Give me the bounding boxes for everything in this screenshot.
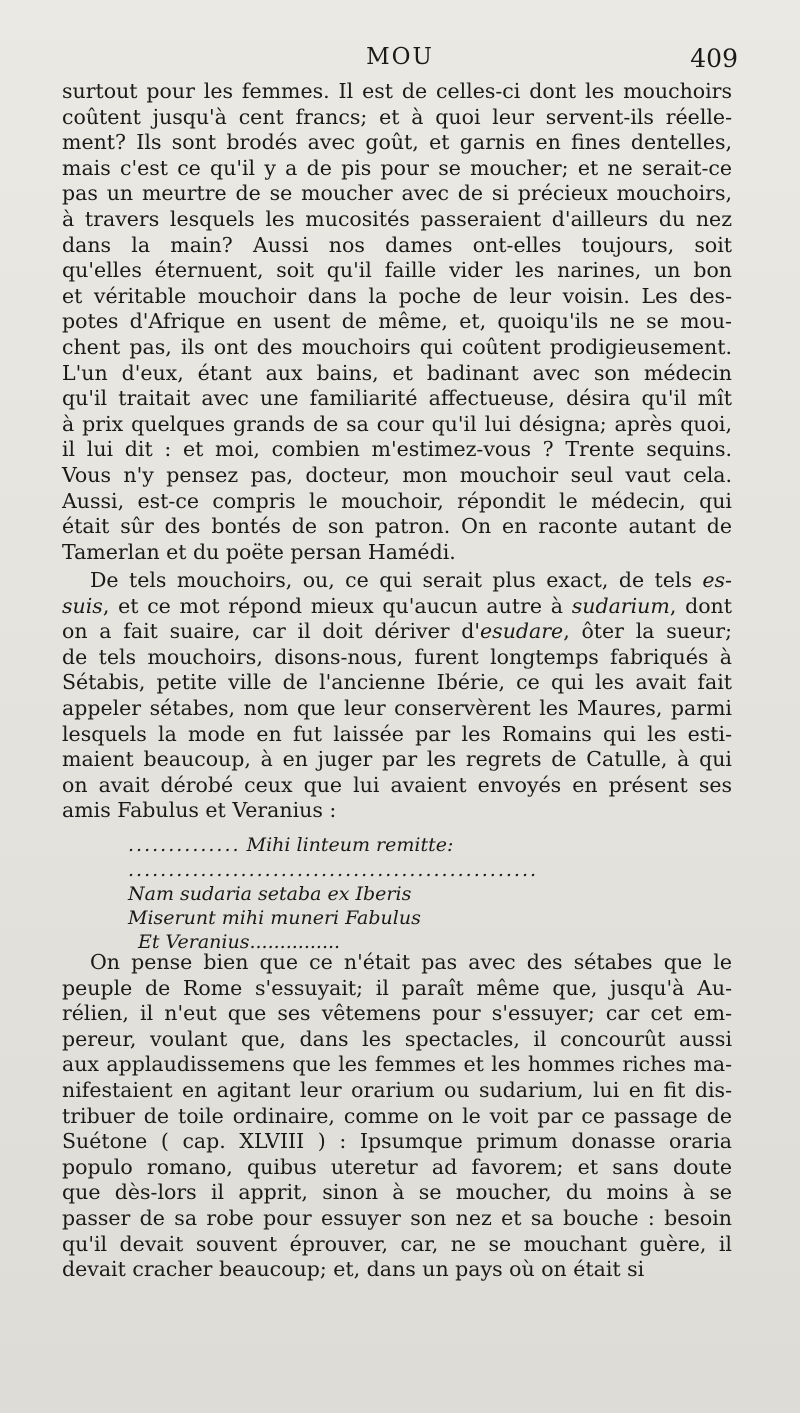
text-segment: appeler sétabes, nom que leur conservèrent les Maures, parmi <box>62 695 732 720</box>
text-line: qu'elles éternuent, soit qu'il faille vider les narines, un bon <box>62 258 732 283</box>
text-line <box>62 722 732 748</box>
text-line: rélien, il n'eut que ses vêtemens pour s'essuyer; car cet em- <box>62 1001 732 1026</box>
text-line: peuple de Rome s'essuyait; il paraît même que, jusqu'à Au- <box>62 975 732 1000</box>
text-segment: on avait dérobé ceux que lui avaient envoyés en présent ses <box>62 772 732 797</box>
text-segment: , dont <box>669 593 732 618</box>
page-header <box>0 42 800 82</box>
text-line: à prix quelques grands de sa cour qu'il lui désigna; après quoi, <box>62 411 732 436</box>
italic-term: sudarium <box>571 593 670 618</box>
page-number: 409 <box>690 44 738 73</box>
text-segment: , ôter la sueur; <box>563 619 732 644</box>
running-title: MOU <box>366 44 434 70</box>
text-line: Suétone ( cap. XLVIII ) : Ipsumque primum donasse oraria <box>62 1129 732 1154</box>
text-segment: on a fait suaire, car il doit dériver d' <box>62 619 481 644</box>
text-line: populo romano, quibus uteretur ad favorem; et sans doute <box>62 1154 732 1179</box>
text-line <box>62 747 732 773</box>
text-line: devait cracher beaucoup; et, dans un pays où on était si <box>62 1257 645 1282</box>
paragraph-1 <box>62 79 732 565</box>
text-line: était sûr des bontés de son patron. On en raconte autant de <box>62 514 732 539</box>
text-line: et véritable mouchoir dans la poche de leur voisin. Les des- <box>62 283 732 308</box>
text-line: pas un meurtre de se moucher avec de si précieux mouchoirs, <box>62 181 732 206</box>
text-line: Aussi, est-ce compris le mouchoir, répondit le médecin, qui <box>62 488 732 513</box>
text-line: chent pas, ils ont des mouchoirs qui coûtent prodigieusement. <box>62 334 732 359</box>
verse-dots: .............. <box>128 834 241 856</box>
italic-term: esudare <box>480 619 564 644</box>
text-line <box>62 568 732 594</box>
text-line <box>62 619 732 645</box>
verse-line: Mihi linteum remitte: <box>246 834 454 856</box>
text-segment: lesquels la mode en fut laissée par les Romains qui les esti- <box>62 721 732 746</box>
text-line: potes d'Afrique en usent de même, et, quoiqu'ils ne se mou- <box>62 309 732 334</box>
text-line: pereur, voulant que, dans les spectacles, il concourût aussi <box>62 1026 732 1051</box>
text-segment: Sétabis, petite ville de l'ancienne Ibérie, ce qui les avait fait <box>62 670 732 695</box>
text-line <box>62 594 732 620</box>
text-line: On pense bien que ce n'était pas avec des sétabes que le <box>90 950 732 974</box>
text-line <box>62 696 732 722</box>
verse-quote-2 <box>128 858 648 954</box>
verse-quote-1 <box>128 833 648 857</box>
text-segment: amis Fabulus et Veranius : <box>62 798 337 823</box>
text-line: qu'il devait souvent éprouver, car, ne se mouchant guère, il <box>62 1231 732 1256</box>
text-line <box>62 645 732 671</box>
text-line: tribuer de toile ordinaire, comme on le voit par ce passage de <box>62 1103 732 1128</box>
text-line: Et Veranius............... <box>138 931 341 953</box>
italic-term: suis <box>62 593 103 618</box>
text-line: mais c'est ce qu'il y a de pis pour se moucher; et ne serait-ce <box>62 155 732 180</box>
text-line <box>62 773 732 799</box>
text-segment: de tels mouchoirs, disons-nous, furent longtemps fabriqués à <box>62 644 732 669</box>
text-line: qu'il traitait avec une familiarité affectueuse, désira qu'il mît <box>62 386 732 411</box>
text-line: Tamerlan et du poëte persan Hamédi. <box>62 539 456 564</box>
text-line <box>62 670 732 696</box>
text-line: coûtent jusqu'à cent francs; et à quoi leur servent-ils réelle- <box>62 104 732 129</box>
text-line: à travers lesquels les mucosités passeraient d'ailleurs du nez <box>62 206 732 231</box>
italic-term: es- <box>702 568 732 592</box>
text-line <box>62 798 732 824</box>
text-segment: De tels mouchoirs, ou, ce qui serait plus exact, de tels <box>90 568 703 592</box>
paragraph-2 <box>62 568 732 824</box>
text-line: Vous n'y pensez pas, docteur, mon mouchoir seul vaut cela. <box>62 462 732 487</box>
text-line: aux applaudissemens que les femmes et les hommes riches ma- <box>62 1052 732 1077</box>
text-line: passer de sa robe pour essuyer son nez et sa bouche : besoin <box>62 1205 732 1230</box>
text-line: Miserunt mihi muneri Fabulus <box>128 907 421 929</box>
text-segment: , et ce mot répond mieux qu'aucun autre à <box>102 593 572 618</box>
text-line: il lui dit : et moi, combien m'estimez-vous ? Trente sequins. <box>62 437 732 462</box>
text-line: L'un d'eux, étant aux bains, et badinant avec son médecin <box>62 360 732 385</box>
text-line: Nam sudaria setaba ex Iberis <box>128 883 412 905</box>
text-line: ................................................... <box>128 859 539 881</box>
text-segment: maient beaucoup, à en juger par les regrets de Catulle, à qui <box>62 747 732 772</box>
text-line: dans la main? Aussi nos dames ont-elles toujours, soit <box>62 232 732 257</box>
text-line: surtout pour les femmes. Il est de celles-ci dont les mouchoirs <box>62 79 732 103</box>
paragraph-3 <box>62 950 732 1283</box>
text-line: nifestaient en agitant leur orarium ou sudarium, lui en fit dis- <box>62 1077 732 1102</box>
text-line: ment? Ils sont brodés avec goût, et garnis en fines dentelles, <box>62 130 732 155</box>
text-line: que dès-lors il apprit, sinon à se moucher, du moins à se <box>62 1180 732 1205</box>
